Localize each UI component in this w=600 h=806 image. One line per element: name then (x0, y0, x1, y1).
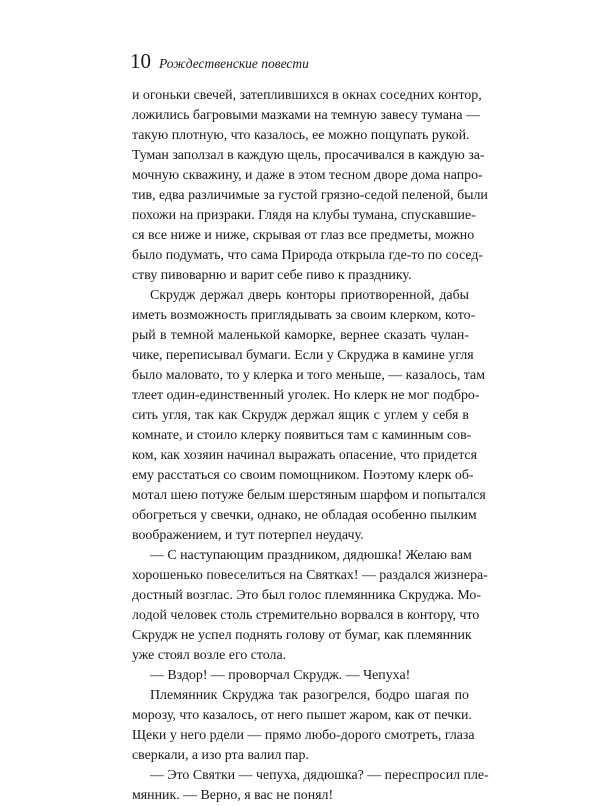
text-line: сверкали, а изо рта валил пар. (132, 748, 309, 763)
text-line: морозу, что казалось, от него пышет жаром, как от печки. (132, 708, 472, 723)
body-text (132, 86, 489, 806)
text-line: хорошенько повеселиться на Святках! — раздался жизнера- (132, 568, 488, 583)
text-line: ему расстаться со своим помощником. Поэтому клерк об- (132, 468, 474, 483)
text-line: обогреться у свечки, однако, не обладая особенно пылким (132, 508, 477, 523)
text-line: было подумать, что сама Природа открыла где-то по сосед- (132, 248, 484, 263)
paragraph (132, 666, 469, 686)
text-line: было маловато, то у клерка и того меньше, — казалось, там (132, 368, 486, 383)
text-line: тив, едва различимые за густой грязно-седой пеленой, были (132, 188, 488, 203)
text-line: — Это Святки — чепуха, дядюшка? — переспросил пле- (150, 768, 489, 783)
text-line: комнате, и стоило клерку появиться там с каминным сов- (132, 428, 472, 443)
text-line: Скрудж не успел поднять голову от бумаг, как племянник (132, 628, 472, 643)
text-line: воображением, и тут потерпел неудачу. (132, 528, 364, 543)
text-line: мянник. — Верно, я вас не понял! (132, 788, 334, 803)
text-line: иметь возможность приглядывать за своим клерком, кото- (132, 308, 476, 323)
paragraph (132, 286, 486, 546)
paragraph (132, 546, 488, 666)
text-line: тлеет один-единственный уголек. Но клерк не мог подбро- (132, 388, 480, 403)
text-line: ложились багровыми мазками на темную завесу тумана — (132, 108, 480, 123)
text-line: чике, переписывал бумаги. Если у Скруджа в камине угля (132, 348, 474, 363)
text-line: Щеки у него рдели — прямо любо-дорого смотреть, глаза (132, 728, 475, 743)
text-line: Племянник Скруджа так разогрелся, бодро шагая по (150, 688, 469, 703)
text-line: лодой человек столь стремительно ворвался в контору, что (132, 608, 480, 623)
text-line: похожи на призраки. Глядя на клубы тумана, спускавшие- (132, 208, 476, 223)
page-number: 10 (130, 49, 151, 73)
text-line: — Вздор! — проворчал Скрудж. — Чепуха! (150, 668, 411, 683)
text-line: ся все ниже и ниже, скрывая от глаз все предметы, можно (132, 228, 475, 243)
running-head (130, 50, 309, 72)
text-line: уже стоял возле его стола. (132, 648, 287, 663)
text-line: достный возглас. Это был голос племянника Скруджа. Мо- (132, 588, 482, 603)
text-line: — С наступающим праздником, дядюшка! Желаю вам (150, 548, 472, 563)
text-line: рый в темной маленькой каморке, вернее сказать чулан- (132, 328, 469, 343)
text-line: мотал шею потуже белым шерстяным шарфом и попытался (132, 488, 486, 503)
text-line: сить угля, так как Скрудж держал ящик с углем у себя в (132, 408, 469, 423)
text-line: такую плотную, что казалось, ее можно пощупать рукой. (132, 128, 470, 143)
text-line: ству пивоварню и варит себе пиво к празднику. (132, 268, 412, 283)
paragraph (132, 686, 475, 766)
text-line: ком, как хозяин начинал выражать опасение, что придется (132, 448, 477, 463)
text-line: мочную скважину, и даже в этом тесном дворе дома напро- (132, 168, 483, 183)
paragraph (132, 86, 488, 286)
text-line: и огоньки свечей, затеплившихся в окнах соседних контор, (132, 88, 482, 103)
text-line: Туман заползал в каждую щель, просачивался в каждую за- (132, 148, 485, 163)
running-title: Рождественские повести (159, 56, 309, 71)
paragraph (132, 766, 489, 806)
text-line: Скрудж держал дверь конторы приотворенной, дабы (150, 288, 469, 303)
